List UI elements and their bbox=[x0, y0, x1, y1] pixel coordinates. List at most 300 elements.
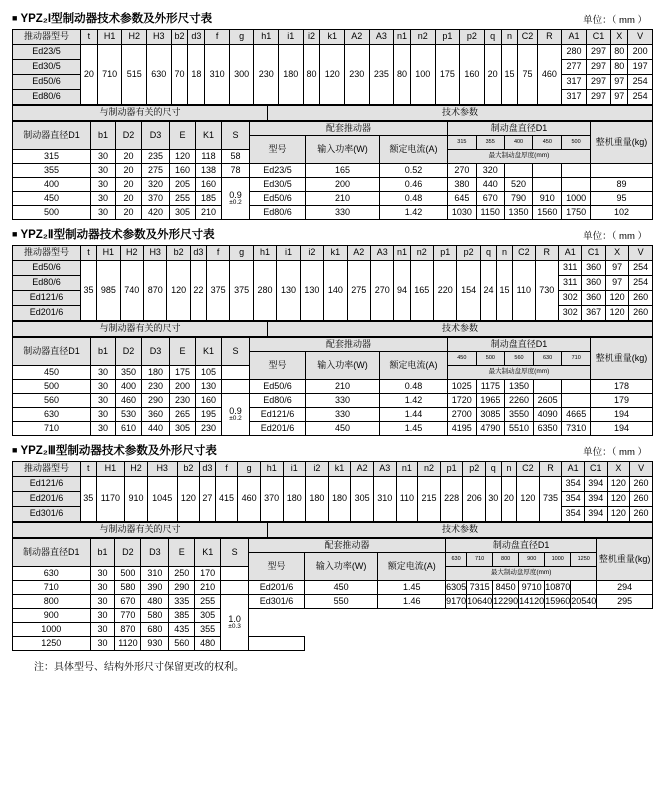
pusher-power: 330 bbox=[306, 206, 380, 220]
cell-d3: 22 bbox=[190, 261, 206, 321]
col-i2: i2 bbox=[300, 246, 323, 261]
params-table-1 bbox=[12, 121, 653, 220]
col-b1: b1 bbox=[90, 539, 115, 567]
unit-label: 单位：（ mm ） bbox=[583, 447, 647, 458]
cell-x: 80 bbox=[611, 45, 628, 60]
col-d2: D2 bbox=[115, 539, 141, 567]
total-weight-label: 整机重量(kg) bbox=[591, 338, 653, 380]
brake-dia-label: 制动器直径D1 bbox=[13, 122, 91, 150]
cell-i2: 180 bbox=[306, 477, 329, 522]
thickness bbox=[571, 581, 597, 595]
thickness: 1720 bbox=[448, 394, 477, 408]
cell-q: 20 bbox=[484, 45, 501, 105]
total-weight-label: 整机重量(kg) bbox=[591, 122, 653, 164]
pusher-power: 450 bbox=[304, 581, 378, 595]
col-e: E bbox=[169, 539, 195, 567]
table-row bbox=[13, 106, 653, 121]
cell-r: 735 bbox=[539, 477, 562, 522]
cell-e: 265 bbox=[170, 408, 196, 422]
col-v: V bbox=[628, 30, 653, 45]
col-h1: H1 bbox=[97, 30, 122, 45]
cell-x: 120 bbox=[607, 492, 630, 507]
cell-d2: 20 bbox=[116, 192, 142, 206]
pusher-power: 450 bbox=[306, 422, 380, 436]
thickness bbox=[504, 164, 533, 178]
cell-d3: 275 bbox=[142, 164, 170, 178]
cell-d3: 235 bbox=[142, 150, 170, 164]
cell-x: 97 bbox=[605, 276, 628, 291]
cell-c1: 360 bbox=[582, 276, 605, 291]
group-band-3 bbox=[12, 522, 653, 538]
brake-dia-value: 450 bbox=[13, 192, 91, 206]
col-h3: H3 bbox=[143, 246, 166, 261]
cell-c1: 297 bbox=[586, 60, 611, 75]
row-model: Ed23/5 bbox=[13, 45, 81, 60]
input-power-label: 输入功率(W) bbox=[306, 136, 380, 164]
pusher-model: Ed201/6 bbox=[249, 581, 305, 595]
table-row bbox=[13, 45, 653, 60]
thickness bbox=[562, 394, 591, 408]
cell-a1: 311 bbox=[559, 276, 582, 291]
cell-a3: 310 bbox=[373, 477, 396, 522]
table-row bbox=[13, 581, 653, 595]
cell-k1: 230 bbox=[196, 422, 222, 436]
cell-n: 20 bbox=[501, 477, 517, 522]
col-x: X bbox=[605, 246, 628, 261]
cell-h3: 870 bbox=[143, 261, 166, 321]
cell-e: 205 bbox=[170, 178, 196, 192]
col-a2: A2 bbox=[351, 462, 374, 477]
table-row bbox=[13, 523, 653, 538]
thickness: 5510 bbox=[505, 422, 534, 436]
col-p1: p1 bbox=[440, 462, 463, 477]
cell-a1: 280 bbox=[562, 45, 587, 60]
thickness: 8450 bbox=[493, 581, 519, 595]
cell-k1: 480 bbox=[195, 637, 221, 651]
thickness bbox=[562, 164, 591, 178]
cell-f: 310 bbox=[205, 45, 230, 105]
table-header-row bbox=[13, 462, 653, 477]
rated-current-label: 额定电流(A) bbox=[378, 553, 446, 581]
weight: 179 bbox=[591, 394, 653, 408]
drum-dia-710: 710 bbox=[467, 553, 493, 567]
input-power-label: 输入功率(W) bbox=[304, 553, 378, 581]
table-row bbox=[13, 380, 653, 394]
col-n: n bbox=[501, 30, 518, 45]
col-h1b: h1 bbox=[260, 462, 283, 477]
cell-e: 435 bbox=[169, 623, 195, 637]
row-model: Ed80/6 bbox=[13, 276, 81, 291]
cell-d2: 870 bbox=[115, 623, 141, 637]
cell-d2: 670 bbox=[115, 595, 141, 609]
col-a3: A3 bbox=[371, 246, 394, 261]
col-a2: A2 bbox=[345, 30, 370, 45]
pusher-power: 330 bbox=[306, 408, 380, 422]
cell-b1: 30 bbox=[91, 422, 116, 436]
tech-group-label: 技术参数 bbox=[268, 322, 653, 337]
col-d3: d3 bbox=[200, 462, 216, 477]
cell-k1: 160 bbox=[196, 178, 222, 192]
cell-n2: 100 bbox=[411, 45, 436, 105]
thickness: 790 bbox=[504, 192, 533, 206]
table-row bbox=[13, 637, 653, 651]
col-pusher-model: 推动器型号 bbox=[13, 462, 81, 477]
rated-current-label: 额定电流(A) bbox=[380, 136, 448, 164]
thickness bbox=[533, 380, 562, 394]
col-p2: p2 bbox=[457, 246, 480, 261]
bullet-square-icon: ■ bbox=[12, 13, 18, 23]
cell-k1: 118 bbox=[196, 150, 222, 164]
thickness: 4790 bbox=[476, 422, 505, 436]
drum-dia-710: 710 bbox=[562, 352, 591, 366]
weight: 95 bbox=[591, 192, 653, 206]
cell-n1: 94 bbox=[394, 261, 410, 321]
pusher-current: 1.42 bbox=[380, 394, 448, 408]
table-row bbox=[13, 394, 653, 408]
dim-group-label: 与制动器有关的尺寸 bbox=[13, 523, 268, 538]
row-model: Ed80/6 bbox=[13, 90, 81, 105]
col-h3: H3 bbox=[147, 462, 177, 477]
cell-v: 260 bbox=[630, 492, 653, 507]
pusher-current: 1.46 bbox=[378, 595, 446, 609]
cell-v: 260 bbox=[630, 507, 653, 522]
cell-d3: 27 bbox=[200, 477, 216, 522]
brake-dia-label: 制动器直径D1 bbox=[13, 338, 91, 366]
cell-a1: 317 bbox=[562, 75, 587, 90]
cell-c1: 360 bbox=[582, 261, 605, 276]
col-f: f bbox=[205, 30, 230, 45]
cell-k1: 140 bbox=[324, 261, 347, 321]
pusher-model: Ed301/6 bbox=[249, 595, 305, 609]
col-h1: H1 bbox=[97, 246, 120, 261]
dimension-table-2 bbox=[12, 245, 653, 321]
thickness: 9170 bbox=[446, 595, 467, 609]
pusher-model: Ed30/5 bbox=[250, 178, 306, 192]
cell-a1: 317 bbox=[562, 90, 587, 105]
cell-b1: 30 bbox=[90, 581, 115, 595]
cell-s bbox=[221, 567, 249, 581]
pusher-model: Ed121/6 bbox=[250, 408, 306, 422]
thickness: 6305 bbox=[446, 581, 467, 595]
cell-e: 230 bbox=[170, 394, 196, 408]
drum-dia-450: 450 bbox=[448, 352, 477, 366]
thickness: 7315 bbox=[467, 581, 493, 595]
thickness bbox=[562, 178, 591, 192]
thickness: 14120 bbox=[519, 595, 545, 609]
s-note-bottom: ±0.2 bbox=[229, 198, 242, 206]
brake-dia-value: 450 bbox=[13, 366, 91, 380]
row-model: Ed30/5 bbox=[13, 60, 81, 75]
table-row bbox=[13, 595, 653, 609]
col-p2: p2 bbox=[460, 30, 485, 45]
cell-b1: 30 bbox=[91, 380, 116, 394]
col-r: R bbox=[535, 246, 558, 261]
cell-d3: 180 bbox=[142, 366, 170, 380]
cell-n1: 110 bbox=[396, 477, 418, 522]
col-k1: K1 bbox=[196, 338, 222, 366]
cell-p2: 154 bbox=[457, 261, 480, 321]
match-pusher-label: 配套推动器 bbox=[250, 338, 448, 352]
cell-g: 300 bbox=[229, 45, 254, 105]
cell-c2: 75 bbox=[518, 45, 537, 105]
cell-s bbox=[222, 380, 250, 394]
col-v: V bbox=[630, 462, 653, 477]
cell-d3: 360 bbox=[142, 408, 170, 422]
dimension-table-3 bbox=[12, 461, 653, 522]
max-thickness-label: 最大制动盘厚度(mm) bbox=[448, 150, 591, 164]
section-ypz2-3 bbox=[12, 442, 653, 651]
col-h2: H2 bbox=[122, 30, 147, 45]
cell-x: 120 bbox=[605, 306, 628, 321]
pusher-model: Ed50/6 bbox=[250, 192, 306, 206]
cell-d3: 930 bbox=[141, 637, 169, 651]
cell-d2: 530 bbox=[116, 408, 142, 422]
thickness: 2260 bbox=[505, 394, 534, 408]
cell-p2: 206 bbox=[463, 477, 486, 522]
col-n1: n1 bbox=[396, 462, 418, 477]
pusher-model-label: 型号 bbox=[250, 352, 306, 380]
thickness: 670 bbox=[476, 192, 504, 206]
cell-e: 305 bbox=[170, 422, 196, 436]
thickness: 1000 bbox=[562, 192, 591, 206]
cell-k1: 355 bbox=[195, 623, 221, 637]
thickness: 380 bbox=[448, 178, 477, 192]
thickness: 1965 bbox=[476, 394, 505, 408]
col-n: n bbox=[497, 246, 513, 261]
cell-c1: 360 bbox=[582, 291, 605, 306]
cell-r: 730 bbox=[535, 261, 558, 321]
table-row bbox=[13, 178, 653, 192]
cell-g: 375 bbox=[230, 261, 253, 321]
tech-group-label: 技术参数 bbox=[268, 106, 653, 121]
group-band-2 bbox=[12, 321, 653, 337]
cell-d2: 1120 bbox=[115, 637, 141, 651]
pusher-power: 165 bbox=[306, 164, 380, 178]
max-thickness-label: 最大制动盘厚度(mm) bbox=[446, 567, 597, 581]
pusher-model: Ed80/6 bbox=[250, 394, 306, 408]
col-i2: i2 bbox=[303, 30, 320, 45]
tech-group-label: 技术参数 bbox=[268, 523, 653, 538]
cell-x: 120 bbox=[607, 477, 630, 492]
brake-dia-value: 500 bbox=[13, 206, 91, 220]
thickness: 1030 bbox=[448, 206, 477, 220]
col-n2: n2 bbox=[411, 30, 436, 45]
cell-b1: 30 bbox=[91, 150, 116, 164]
empty-cell bbox=[304, 637, 652, 651]
col-c1: C1 bbox=[584, 462, 607, 477]
match-pusher-label: 配套推动器 bbox=[249, 539, 446, 553]
cell-k1: 210 bbox=[196, 206, 222, 220]
col-b1: b1 bbox=[91, 122, 116, 150]
unit-label: 单位：（ mm ） bbox=[583, 231, 647, 242]
drum-dia-630: 630 bbox=[446, 553, 467, 567]
cell-x: 97 bbox=[611, 90, 628, 105]
cell-d3: 440 bbox=[142, 422, 170, 436]
s-note-bottom: ±0.3 bbox=[228, 622, 241, 630]
empty-cell bbox=[249, 609, 653, 623]
cell-c1: 297 bbox=[586, 90, 611, 105]
cell-e: 255 bbox=[170, 192, 196, 206]
cell-h2: 740 bbox=[120, 261, 143, 321]
thickness: 520 bbox=[504, 178, 533, 192]
match-pusher-label: 配套推动器 bbox=[250, 122, 448, 136]
cell-h3: 1045 bbox=[147, 477, 177, 522]
thickness: 6350 bbox=[533, 422, 562, 436]
cell-n: 15 bbox=[497, 261, 513, 321]
brake-dia-value: 630 bbox=[13, 408, 91, 422]
cell-t: 20 bbox=[81, 45, 98, 105]
table-row bbox=[13, 609, 653, 623]
drum-dia-400: 400 bbox=[504, 136, 533, 150]
bullet-square-icon: ■ bbox=[12, 445, 18, 455]
thickness: 1175 bbox=[476, 380, 505, 394]
s-note-bottom: ±0.2 bbox=[229, 414, 242, 422]
cell-i1: 180 bbox=[283, 477, 306, 522]
cell-k1: 160 bbox=[196, 394, 222, 408]
weight: 194 bbox=[591, 408, 653, 422]
col-h2: H2 bbox=[120, 246, 143, 261]
cell-x: 97 bbox=[611, 75, 628, 90]
cell-k1: 130 bbox=[196, 380, 222, 394]
section-ypz2-2 bbox=[12, 226, 653, 436]
cell-a1: 302 bbox=[559, 291, 582, 306]
col-b2: b2 bbox=[177, 462, 200, 477]
cell-a3: 270 bbox=[371, 261, 394, 321]
table-header-row bbox=[13, 539, 653, 553]
cell-b1: 30 bbox=[90, 567, 115, 581]
drum-dia-315: 315 bbox=[448, 136, 477, 150]
cell-h1b: 230 bbox=[254, 45, 279, 105]
pusher-current: 0.52 bbox=[380, 164, 448, 178]
drum-dia-label: 制动盘直径D1 bbox=[448, 122, 591, 136]
s-note-top: 0.9 bbox=[229, 189, 242, 200]
drum-dia-label: 制动盘直径D1 bbox=[446, 539, 597, 553]
cell-k1: 120 bbox=[320, 45, 345, 105]
brake-dia-value: 900 bbox=[13, 609, 91, 623]
cell-x: 97 bbox=[605, 261, 628, 276]
brake-dia-label: 制动器直径D1 bbox=[13, 539, 91, 567]
cell-h2: 515 bbox=[122, 45, 147, 105]
brake-dia-value: 1000 bbox=[13, 623, 91, 637]
section-header bbox=[12, 442, 653, 458]
cell-h1: 710 bbox=[97, 45, 122, 105]
col-a1: A1 bbox=[562, 462, 585, 477]
cell-d3: 310 bbox=[141, 567, 169, 581]
cell-n2: 215 bbox=[418, 477, 441, 522]
thickness: 4195 bbox=[448, 422, 477, 436]
cell-d2: 580 bbox=[115, 581, 141, 595]
section-header bbox=[12, 10, 653, 26]
pusher-power: 200 bbox=[306, 178, 380, 192]
drum-dia-355: 355 bbox=[476, 136, 504, 150]
section-title: ■ YPZ₂I型制动器技术参数及外形尺寸表 bbox=[12, 13, 213, 25]
row-model: Ed121/6 bbox=[13, 291, 81, 306]
drum-dia-500: 500 bbox=[562, 136, 591, 150]
col-d2: D2 bbox=[116, 338, 142, 366]
thickness: 10870 bbox=[545, 581, 571, 595]
cell-n2: 165 bbox=[410, 261, 433, 321]
section-header bbox=[12, 226, 653, 242]
thickness: 1025 bbox=[448, 380, 477, 394]
dim-group-label: 与制动器有关的尺寸 bbox=[13, 106, 268, 121]
pusher-model-label: 型号 bbox=[249, 553, 305, 581]
brake-dia-value: 315 bbox=[13, 150, 91, 164]
cell-d3: 230 bbox=[142, 380, 170, 394]
cell-v: 254 bbox=[628, 90, 653, 105]
cell-e: 120 bbox=[170, 150, 196, 164]
row-model: Ed301/6 bbox=[13, 507, 81, 522]
cell-s-note bbox=[221, 595, 249, 651]
thickness: 20540 bbox=[571, 595, 597, 609]
thickness: 1560 bbox=[533, 206, 562, 220]
col-i1: i1 bbox=[283, 462, 306, 477]
pusher-current: 0.46 bbox=[380, 178, 448, 192]
col-k1: K1 bbox=[195, 539, 221, 567]
cell-t: 35 bbox=[81, 261, 97, 321]
cell-d2: 350 bbox=[116, 366, 142, 380]
cell-a1: 354 bbox=[562, 507, 585, 522]
brake-dia-value: 400 bbox=[13, 178, 91, 192]
cell-p1: 220 bbox=[434, 261, 457, 321]
cell-k1: 180 bbox=[328, 477, 351, 522]
thickness: 440 bbox=[476, 178, 504, 192]
cell-x: 120 bbox=[605, 291, 628, 306]
pusher-model: Ed201/6 bbox=[250, 422, 306, 436]
cell-a1: 311 bbox=[559, 261, 582, 276]
col-r: R bbox=[539, 462, 562, 477]
bullet-square-icon: ■ bbox=[12, 229, 18, 239]
pusher-current: 1.45 bbox=[378, 581, 446, 595]
cell-d2: 400 bbox=[116, 380, 142, 394]
empty-cell bbox=[249, 623, 653, 637]
col-k1: k1 bbox=[320, 30, 345, 45]
rated-current-label: 额定电流(A) bbox=[380, 352, 448, 380]
cell-d3: 420 bbox=[142, 206, 170, 220]
cell-d2: 20 bbox=[116, 206, 142, 220]
dim-group-label: 与制动器有关的尺寸 bbox=[13, 322, 268, 337]
col-n2: n2 bbox=[418, 462, 441, 477]
cell-b1: 30 bbox=[91, 178, 116, 192]
col-n: n bbox=[501, 462, 517, 477]
cell-d3: 480 bbox=[141, 595, 169, 609]
cell-d3: 320 bbox=[142, 178, 170, 192]
col-x: X bbox=[611, 30, 628, 45]
cell-k1: 105 bbox=[196, 366, 222, 380]
params-table-3 bbox=[12, 538, 653, 651]
cell-c1: 367 bbox=[582, 306, 605, 321]
col-d3: D3 bbox=[141, 539, 169, 567]
table-row bbox=[13, 422, 653, 436]
cell-k1: 195 bbox=[196, 408, 222, 422]
table-header-row bbox=[13, 338, 653, 352]
row-model: Ed50/6 bbox=[13, 261, 81, 276]
col-a3: A3 bbox=[373, 462, 396, 477]
col-t: t bbox=[81, 246, 97, 261]
cell-a1: 277 bbox=[562, 60, 587, 75]
col-k1: K1 bbox=[196, 122, 222, 150]
cell-h1b: 370 bbox=[260, 477, 283, 522]
cell-x: 80 bbox=[611, 60, 628, 75]
weight: 102 bbox=[591, 206, 653, 220]
brake-dia-value: 560 bbox=[13, 394, 91, 408]
thickness: 4665 bbox=[562, 408, 591, 422]
drum-dia-label: 制动盘直径D1 bbox=[448, 338, 591, 352]
drum-dia-500: 500 bbox=[476, 352, 505, 366]
cell-a1: 354 bbox=[562, 492, 585, 507]
brake-dia-value: 710 bbox=[13, 422, 91, 436]
col-g: g bbox=[229, 30, 254, 45]
cell-h1b: 280 bbox=[253, 261, 276, 321]
